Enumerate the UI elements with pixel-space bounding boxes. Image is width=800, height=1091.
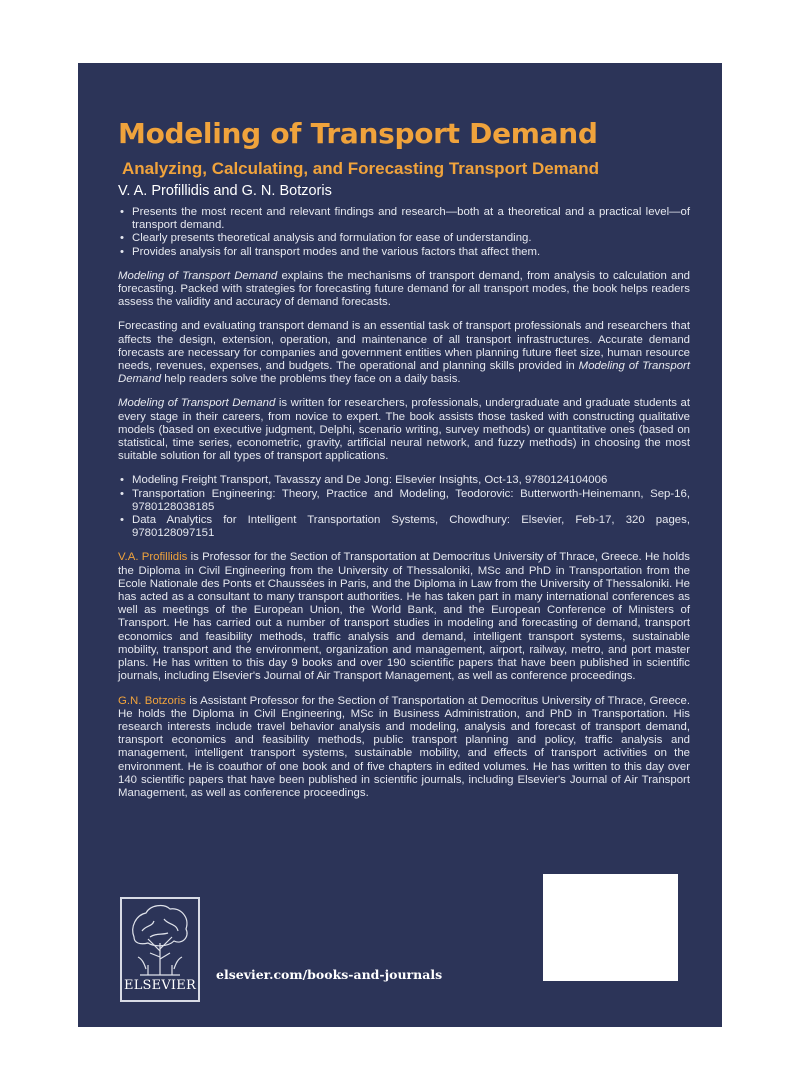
description-paragraph (118, 397, 690, 463)
book-authors: V. A. Profillidis and G. N. Botzoris (118, 183, 332, 199)
description-paragraph (118, 320, 690, 386)
author-bio (118, 551, 690, 683)
paragraph-text: explains the mechanisms of transport demand, from analysis to calculation and forecasting. Packed with strategies for forecasting future demand for all transport modes, the book helps readers assess the validity and accuracy of demand forecasts. (118, 269, 690, 309)
list-item: • Presents the most recent and relevant findings and research—both at a theoretical and a practical level—of transport demand. (132, 206, 690, 232)
list-item: • Provides analysis for all transport modes and the various factors that affect them. (132, 246, 690, 259)
description-body (118, 206, 690, 811)
paragraph-text: help readers solve the problems they face on a daily basis. (161, 373, 461, 386)
bio-text: is Assistant Professor for the Section of Transportation at Democritus University of Thrace, Greece. He holds the Diploma in Civil Engineering, MSc in Business Administration, and PhD in Transportation. His research interests include travel behavior analysis and modeling, analysis and forecast of transport demand, transport economics and feasibility methods, public transport planning and policy, traffic analysis and management, intelligent transport systems, sustainable mobility, and effects of transport activities on the environment. He is coauthor of one book and of five chapters in edited volumes. He has written to this day over 140 scientific papers that have been published in scientific journals, including Elsevier's Journal of Air Transport Management, as well as conference proceedings. (118, 694, 690, 799)
list-item: • Transportation Engineering: Theory, Practice and Modeling, Teodorovic: Butterworth-Heinemann, Sep-16, 9780128038185 (132, 488, 690, 514)
publisher-logo (120, 897, 200, 1002)
back-cover (78, 63, 722, 1027)
book-title-italic: Modeling of Transport Demand (118, 397, 276, 410)
tree-icon (128, 903, 192, 977)
author-bio (118, 695, 690, 801)
book-subtitle: Analyzing, Calculating, and Forecasting Transport Demand (122, 159, 600, 178)
list-item: • Data Analytics for Intelligent Transportation Systems, Chowdhury: Elsevier, Feb-17, 320 pages, 9780128097151 (132, 514, 690, 540)
list-item: • Modeling Freight Transport, Tavasszy and De Jong: Elsevier Insights, Oct-13, 9780124104006 (132, 474, 690, 487)
publisher-name: ELSEVIER (124, 978, 196, 993)
related-titles-list (118, 474, 690, 540)
author-name: V.A. Profillidis (118, 551, 188, 564)
paragraph-text: is written for researchers, professionals, undergraduate and graduate students at every stage in their careers, from novice to expert. The book assists those tasked with constructing qualitative models (based on executive judgment, Delphi, scenario writing, survey methods) or quantitative ones (based on statistical, time series, econometric, gravity, artificial neural network, and fuzzy methods) in choosing the most suitable solution for all types of transport applications. (118, 397, 691, 463)
barcode-area (543, 874, 678, 981)
highlights-list (118, 206, 690, 259)
publisher-url: elsevier.com/books-and-journals (216, 967, 443, 982)
paragraph-text: Forecasting and evaluating transport demand is an essential task of transport professionals and researchers that affects the design, extension, operation, and maintenance of all transport infrastructures. Accurate demand forecasts are necessary for companies and government entities when planning future fleet size, human resource needs, revenues, expenses, and budgets. The operational and planning skills provided in (118, 320, 690, 373)
description-paragraph (118, 270, 690, 310)
book-title-italic: Modeling of Transport Demand (118, 360, 690, 386)
author-name: G.N. Botzoris (118, 694, 186, 707)
list-item: • Clearly presents theoretical analysis and formulation for ease of understanding. (132, 232, 690, 245)
book-title-italic: Modeling of Transport Demand (118, 269, 278, 282)
bio-text: is Professor for the Section of Transportation at Democritus University of Thrace, Greece. He holds the Diploma in Civil Engineering from the University of Thessaloniki, MSc and PhD in Transportation from the Ecole Nationale des Ponts et Chaussées in Paris, and the Diploma in Law from the University of Thessaloniki. He has acted as a consultant to many transport authorities. He has taken part in many international conferences as well as meetings of the European Union, the World Bank, and the European Conference of Ministers of Transport. He has carried out a number of transport studies in modeling and forecasting of demand, transport economics and feasibility methods, traffic analysis and demand, intelligent transport systems, sustainable mobility, transport and the environment, organization and management, airport, railway, metro, and port master plans. He has written to this day 9 books and over 190 scientific papers that have been published in scientific journals, including Elsevier's Journal of Air Transport Management, as well as conference proceedings. (118, 551, 691, 683)
book-title: Modeling of Transport Demand (118, 117, 598, 150)
